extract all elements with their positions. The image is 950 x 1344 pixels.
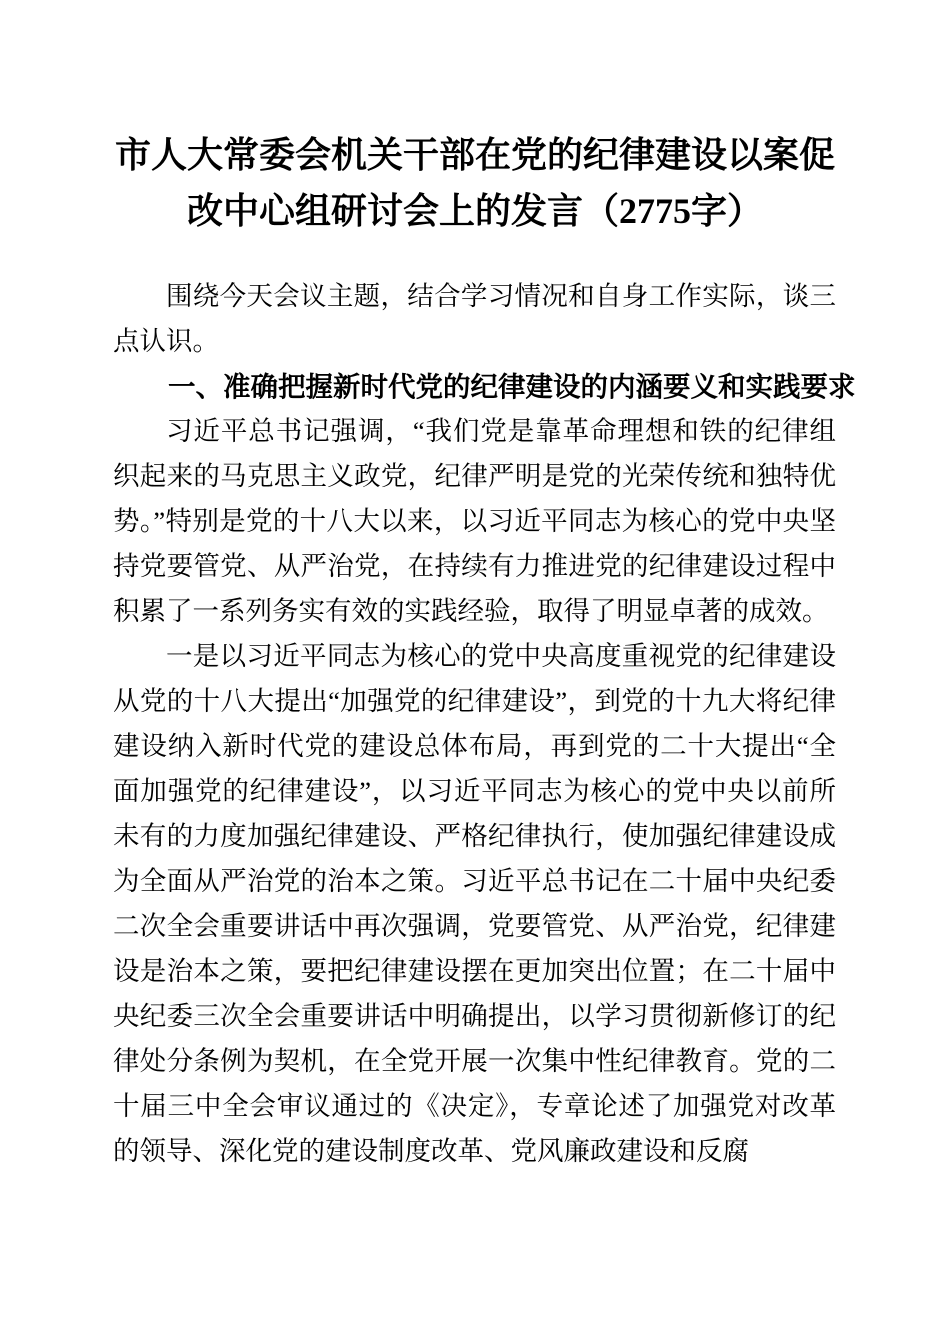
document-title: 市人大常委会机关干部在党的纪律建设以案促改中心组研讨会上的发言（2775字）: [114, 135, 835, 231]
section-heading-1: 一、准确把握新时代党的纪律建设的内涵要义和实践要求: [168, 371, 856, 402]
paragraph-first-point: 一是以习近平同志为核心的党中央高度重视党的纪律建设从党的十八大提出“加强党的纪律建设”，到党的十九大将纪律建设纳入新时代党的建设总体布局，再到党的二十大提出“全面加强党的纪律建设”，以习近平同志为核心的党中央以前所未有的力度加强纪律建设、严格纪律执行，使加强纪律建设成为全面从严治党的治本之策。习近平总书记在二十届中央纪委二次全会重要讲话中再次强调，党要管党、从严治党，纪律建设是治本之策，要把纪律建设摆在更加突出位置；在二十届中央纪委三次全会重要讲话中明确提出，以学习贯彻新修订的纪律处分条例为契机，在全党开展一次集中性纪律教育。党的二十届三中全会审议通过的《决定》，专章论述了加强党对改革的领导、深化党的建设制度改革、党风廉政建设和反腐: [113, 641, 836, 1166]
paragraph-discipline-overview: 习近平总书记强调，“我们党是靠革命理想和铁的纪律组织起来的马克思主义政党，纪律严明是党的光荣传统和独特优势。”特别是党的十八大以来，以习近平同志为核心的党中央坚持党要管党、从严治党，在持续有力推进党的纪律建设过程中积累了一系列务实有效的实践经验，取得了明显卓著的成效。: [113, 416, 836, 626]
paragraph-intro: 围绕今天会议主题，结合学习情况和自身工作实际，谈三点认识。: [113, 281, 836, 356]
document-body: [113, 274, 856, 1174]
